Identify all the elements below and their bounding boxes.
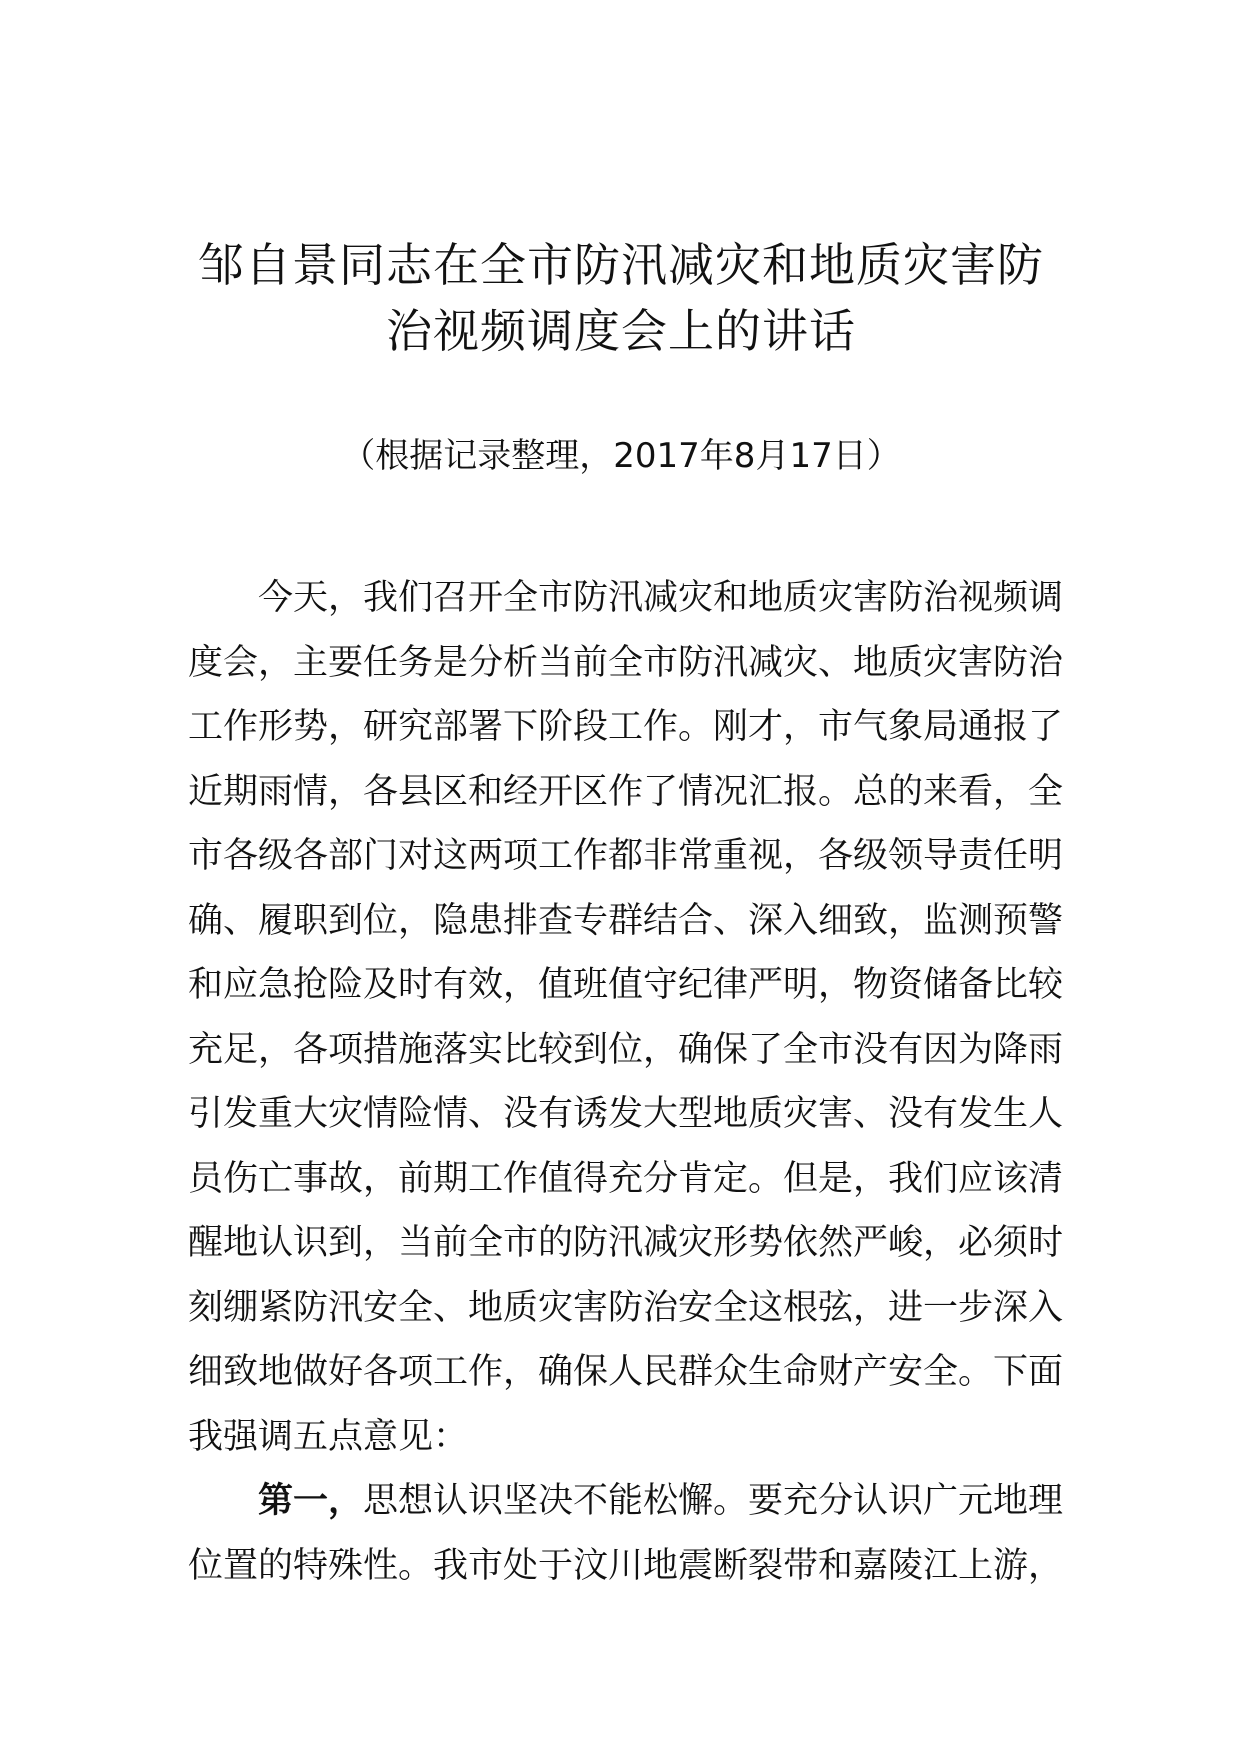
paragraph-1-line-9: 引发重大灾情险情、没有诱发大型地质灾害、没有发生人 bbox=[188, 1094, 1064, 1134]
paragraph-1-line-10: 员伤亡事故，前期工作值得充分肯定。但是，我们应该清 bbox=[188, 1158, 1064, 1199]
paragraph-1-line-1: 今天，我们召开全市防汛减灾和地质灾害防治视频调 bbox=[258, 578, 1064, 618]
paragraph-2-line-2: 位置的特殊性。我市处于汶川地震断裂带和嘉陵江上游， bbox=[188, 1545, 1064, 1586]
paragraph-2-lead: 第一， bbox=[258, 1481, 364, 1521]
paragraph-1-line-8: 充足，各项措施落实比较到位，确保了全市没有因为降雨 bbox=[188, 1029, 1064, 1070]
paragraph-1-line-11: 醒地认识到，当前全市的防汛减灾形势依然严峻，必须时 bbox=[188, 1223, 1064, 1263]
paragraph-1-line-12: 刻绷紧防汛安全、地质灾害防治安全这根弦，进一步深入 bbox=[188, 1287, 1064, 1328]
title-line-1: 邹自景同志在全市防汛减灾和地质灾害防 bbox=[198, 238, 1044, 292]
paragraph-2-line-1 bbox=[188, 1469, 1064, 1534]
paragraph-1-line-6: 确、履职到位，隐患排查专群结合、深入细致，监测预警 bbox=[188, 900, 1064, 941]
paragraph-2 bbox=[188, 1469, 1064, 1598]
paragraph-1-line-3: 工作形势，研究部署下阶段工作。刚才，市气象局通报了 bbox=[188, 707, 1064, 747]
title-line-2: 治视频调度会上的讲话 bbox=[386, 304, 856, 358]
paragraph-1 bbox=[188, 566, 1064, 1469]
paragraph-1-line-7: 和应急抢险及时有效，值班值守纪律严明，物资储备比较 bbox=[188, 965, 1064, 1005]
page-title bbox=[188, 232, 1054, 364]
paragraph-1-line-4: 近期雨情，各县区和经开区作了情况汇报。总的来看，全 bbox=[188, 771, 1064, 812]
subtitle-date-note: （根据记录整理，2017年8月17日） bbox=[341, 436, 901, 476]
paragraph-1-line-13: 细致地做好各项工作，确保人民群众生命财产安全。下面 bbox=[188, 1352, 1064, 1392]
paragraph-1-line-5: 市各级各部门对这两项工作都非常重视，各级领导责任明 bbox=[188, 836, 1064, 876]
body-text bbox=[188, 566, 1064, 1598]
paragraph-1-line-2: 度会，主要任务是分析当前全市防汛减灾、地质灾害防治 bbox=[188, 642, 1064, 683]
paragraph-2-line-1-text: 思想认识坚决不能松懈。要充分认识广元地理 bbox=[363, 1481, 1064, 1521]
paragraph-1-line-14: 我强调五点意见： bbox=[188, 1416, 469, 1457]
